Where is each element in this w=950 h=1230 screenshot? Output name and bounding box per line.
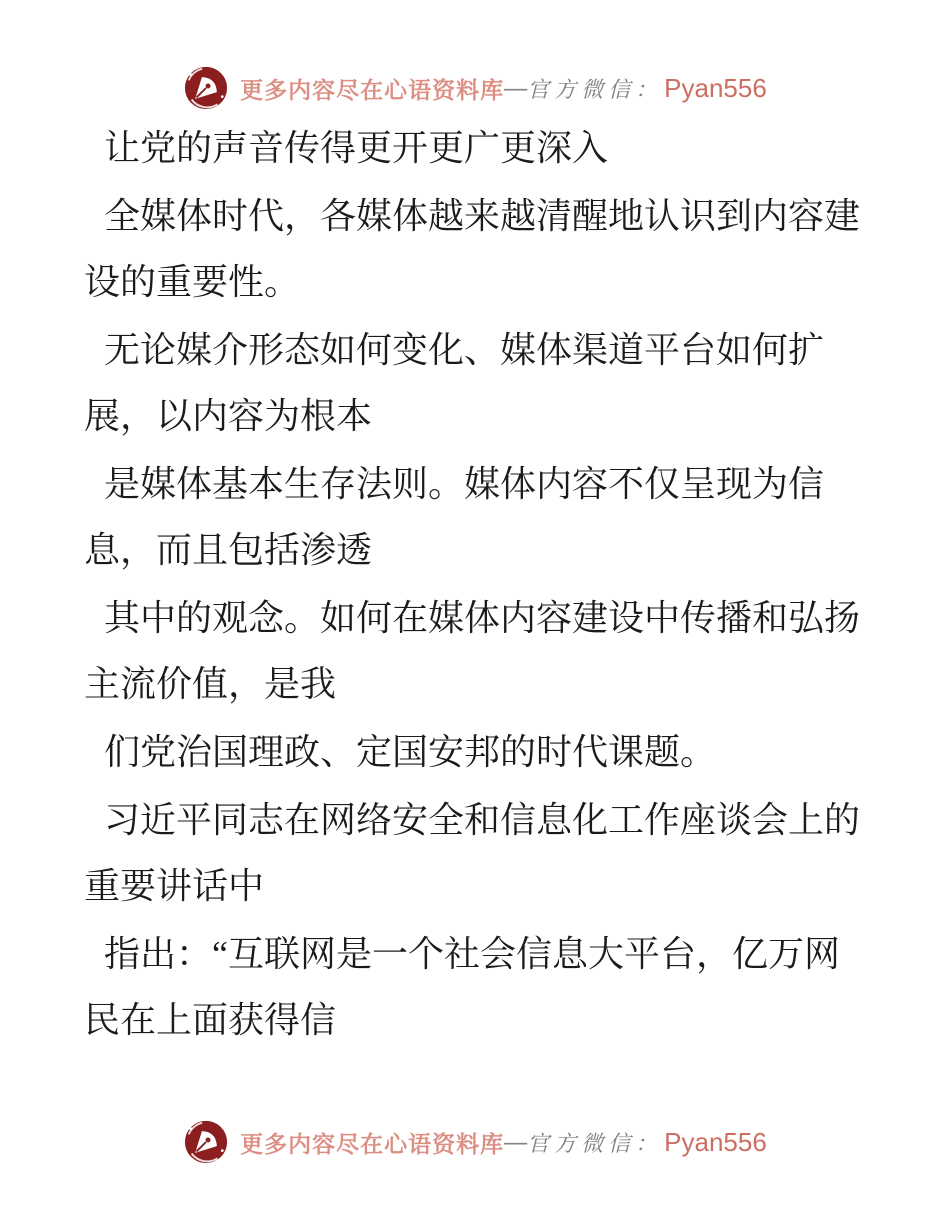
paragraph-line: 民在上面获得信 <box>84 1000 337 1040</box>
paragraph-line: 息，而且包括渗透 <box>84 530 373 570</box>
paragraph-line: 设的重要性。 <box>84 262 301 302</box>
header-watermark <box>84 62 866 114</box>
paragraph-line: 主流价值，是我 <box>84 664 337 704</box>
pen-nib-logo-icon <box>183 1118 229 1166</box>
watermark-wechat-id: Pyan556 <box>664 72 767 103</box>
paragraph <box>84 183 866 315</box>
paragraph <box>84 719 866 785</box>
paragraph-line: 无论媒介形态如何变化、媒体渠道平台如何扩 <box>104 330 825 370</box>
paragraph-line: 其中的观念。如何在媒体内容建设中传播和弘扬 <box>104 598 861 638</box>
watermark-wechat-id: Pyan556 <box>664 1126 767 1157</box>
footer-watermark <box>84 1116 866 1168</box>
paragraph <box>84 787 866 919</box>
paragraph-line: 展，以内容为根本 <box>84 396 373 436</box>
paragraph-line: 习近平同志在网络安全和信息化工作座谈会上的 <box>104 800 861 840</box>
paragraph-line: 全媒体时代，各媒体越来越清醒地认识到内容建 <box>104 196 861 236</box>
paragraph <box>84 451 866 583</box>
pen-nib-logo-icon <box>183 64 229 112</box>
paragraph-line: 重要讲话中 <box>84 866 265 906</box>
watermark-brand-text: 更多内容尽在心语资料库 <box>240 77 505 103</box>
paragraph-line: 指出：“互联网是一个社会信息大平台，亿万网 <box>104 934 840 974</box>
watermark-wechat-label: 官方微信： <box>527 1131 663 1157</box>
paragraph <box>84 921 866 1053</box>
paragraph <box>84 585 866 717</box>
watermark-dash: — <box>504 75 528 100</box>
watermark-wechat-label: 官方微信： <box>527 77 663 103</box>
paragraph <box>84 317 866 449</box>
document-title-block <box>84 115 866 181</box>
watermark-brand-text: 更多内容尽在心语资料库 <box>240 1131 505 1157</box>
page-title: 让党的声音传得更开更广更深入 <box>104 128 609 168</box>
watermark-dash: — <box>504 1129 528 1154</box>
paragraph-line: 是媒体基本生存法则。媒体内容不仅呈现为信 <box>104 464 825 504</box>
document-content <box>84 115 866 1055</box>
paragraph-line: 们党治国理政、定国安邦的时代课题。 <box>104 732 717 772</box>
